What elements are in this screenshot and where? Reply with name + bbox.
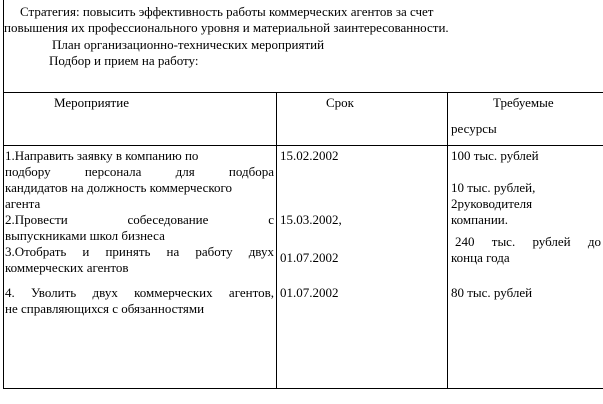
row1-resources-line-1: 100 тыс. рублей — [451, 148, 539, 163]
header-bottom-border — [3, 145, 603, 146]
row2-measure-line-2: выпускниками школ бизнеса — [5, 228, 165, 243]
column-divider-2 — [447, 92, 448, 389]
row1-resources-line-4: 2руководителя — [451, 196, 533, 211]
row1-measure-line-2: подбору персонала для подбора — [5, 164, 274, 179]
header-resources-line-2: ресурсы — [451, 121, 497, 136]
row2-resources-line-2: 240 тыс. рублей до — [455, 234, 601, 249]
row3-deadline: 01.07.2002 — [280, 250, 339, 265]
header-resources-line-1: Требуемые — [493, 95, 554, 110]
row2-measure-line-1: 2.Провести собеседование с — [5, 212, 274, 227]
strategy-line-1: Стратегия: повысить эффективность работы коммерческих агентов за счет — [20, 4, 434, 19]
header-deadline: Срок — [326, 95, 354, 110]
row1-deadline: 15.02.2002 — [280, 148, 339, 163]
row4-measure-line-1: 4. Уволить двух коммерческих агентов, — [5, 285, 274, 300]
header-measure: Мероприятие — [54, 95, 129, 110]
row2-deadline: 15.03.2002, — [280, 212, 342, 227]
strategy-line-2: повышения их профессионального уровня и материальной заинтересованности. — [4, 20, 449, 35]
row1-measure-line-4: агента — [5, 196, 41, 211]
row1-measure-line-3: кандидатов на должность коммерческого — [5, 180, 233, 195]
plan-title: План организационно-технических мероприятий — [52, 37, 325, 52]
row4-deadline: 01.07.2002 — [280, 285, 339, 300]
column-divider-1 — [276, 92, 277, 389]
row1-resources-line-3: 10 тыс. рублей, — [451, 180, 536, 195]
row2-resources-line-1: компании. — [451, 212, 508, 227]
row3-measure-line-2: коммерческих агентов — [5, 260, 129, 275]
table-top-border — [3, 92, 603, 93]
row1-measure-line-1: 1.Направить заявку в компанию по — [5, 148, 199, 163]
row3-measure-line-1: 3.Отобрать и принять на работу двух — [5, 244, 274, 259]
row3-resources-line-1: конца года — [451, 250, 510, 265]
row4-measure-line-2: не справляющихся с обязанностями — [5, 301, 205, 316]
section-title: Подбор и прием на работу: — [49, 53, 199, 68]
row4-resources-line-1: 80 тыс. рублей — [451, 285, 533, 300]
